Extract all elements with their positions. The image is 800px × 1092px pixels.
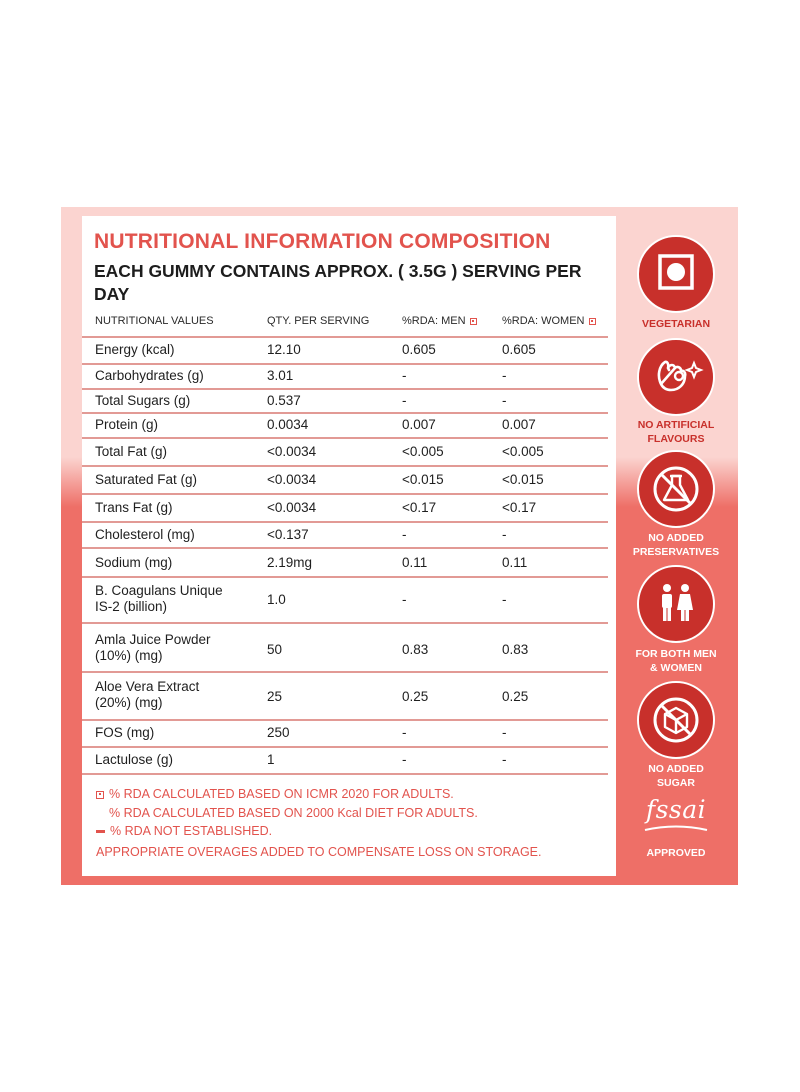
- row-rda-women: 0.605: [502, 342, 536, 357]
- row-divider: [82, 773, 608, 775]
- row-name: [95, 583, 223, 615]
- row-qty: 3.01: [267, 368, 294, 383]
- row-qty: 250: [267, 725, 290, 740]
- row-name: Lactulose (g): [95, 752, 174, 767]
- row-rda-women: -: [502, 368, 507, 383]
- row-divider: [82, 521, 608, 523]
- header-rda-men-label: %RDA: MEN: [402, 315, 466, 327]
- row-divider: [82, 412, 608, 414]
- row-qty: 1.0: [267, 592, 286, 607]
- serving-subtitle: EACH GUMMY CONTAINS APPROX. ( 3.5G ) SERVING PER DAY: [94, 261, 582, 304]
- footnote-kcal: % RDA CALCULATED BASED ON 2000 Kcal DIET FOR ADULTS.: [109, 806, 478, 820]
- fssai-swoosh-icon: [643, 824, 709, 832]
- row-qty: <0.0034: [267, 444, 317, 459]
- page-title: NUTRITIONAL INFORMATION COMPOSITION: [94, 230, 551, 253]
- row-name-line: (20%) (mg): [95, 695, 163, 710]
- row-name: Protein (g): [95, 417, 159, 432]
- row-qty: 1: [267, 752, 275, 767]
- no-preservatives-icon: [639, 452, 713, 526]
- label-line: FOR BOTH MEN: [635, 648, 717, 660]
- row-qty: <0.0034: [267, 472, 317, 487]
- icmr-mark-icon: [589, 318, 596, 325]
- header-rda-women: [502, 315, 596, 327]
- row-divider: [82, 547, 608, 549]
- row-name: Sodium (mg): [95, 555, 173, 570]
- vegetarian-icon: [639, 237, 713, 311]
- row-divider: [82, 388, 608, 390]
- row-divider: [82, 576, 608, 578]
- row-rda-women: <0.005: [502, 444, 544, 459]
- row-name: Energy (kcal): [95, 342, 175, 357]
- row-rda-men: <0.17: [402, 500, 437, 515]
- row-rda-men: -: [402, 725, 407, 740]
- vegetarian-label: VEGETARIAN: [641, 318, 711, 330]
- row-name: Trans Fat (g): [95, 500, 173, 515]
- row-qty: 0.0034: [267, 417, 309, 432]
- row-rda-men: 0.007: [402, 417, 436, 432]
- row-rda-men: <0.015: [402, 472, 444, 487]
- no-sugar-badge: [637, 681, 715, 759]
- row-rda-men: -: [402, 592, 407, 607]
- row-name-line: Aloe Vera Extract: [95, 679, 200, 694]
- row-qty: 2.19mg: [267, 555, 313, 570]
- row-name: [95, 632, 211, 664]
- row-name-line: Amla Juice Powder: [95, 632, 211, 647]
- row-rda-women: 0.007: [502, 417, 536, 432]
- fssai-logo: [636, 796, 716, 832]
- row-rda-women: -: [502, 393, 507, 408]
- row-divider: [82, 336, 608, 338]
- row-divider: [82, 622, 608, 624]
- row-name: Total Fat (g): [95, 444, 168, 459]
- row-name: FOS (mg): [95, 725, 155, 740]
- row-rda-men: 0.605: [402, 342, 436, 357]
- label-line: NO ARTIFICIAL: [637, 419, 715, 431]
- no-preservatives-badge: [637, 450, 715, 528]
- row-rda-women: 0.83: [502, 642, 529, 657]
- row-divider: [82, 363, 608, 365]
- label-line: & WOMEN: [650, 662, 702, 674]
- row-rda-women: <0.17: [502, 500, 537, 515]
- row-qty: 50: [267, 642, 283, 657]
- row-divider: [82, 746, 608, 748]
- dash-mark-icon: [96, 830, 105, 833]
- row-divider: [82, 437, 608, 439]
- row-rda-men: -: [402, 368, 407, 383]
- row-qty: <0.137: [267, 527, 309, 542]
- row-qty: 12.10: [267, 342, 301, 357]
- row-rda-women: -: [502, 752, 507, 767]
- footnote-icmr-text: % RDA CALCULATED BASED ON ICMR 2020 FOR ADULTS.: [109, 787, 454, 801]
- men-women-icon: [639, 567, 713, 641]
- row-rda-women: <0.015: [502, 472, 544, 487]
- row-rda-men: -: [402, 527, 407, 542]
- men-women-badge: [637, 565, 715, 643]
- fssai-approved-label: APPROVED: [646, 847, 706, 859]
- fssai-logo-text: fssai: [645, 795, 707, 824]
- row-rda-men: 0.11: [402, 555, 428, 570]
- row-name: Saturated Fat (g): [95, 472, 198, 487]
- row-qty: <0.0034: [267, 500, 317, 515]
- men-women-label: [622, 647, 730, 675]
- no-artificial-flavours-badge: [637, 338, 715, 416]
- no-sugar-icon: [639, 683, 713, 757]
- row-rda-men: -: [402, 752, 407, 767]
- row-rda-women: -: [502, 725, 507, 740]
- row-qty: 25: [267, 689, 283, 704]
- row-rda-men: <0.005: [402, 444, 444, 459]
- header-rda-men: [402, 315, 477, 327]
- row-name: Carbohydrates (g): [95, 368, 204, 383]
- footnote-icmr: [96, 787, 454, 801]
- footnote-not-established-text: % RDA NOT ESTABLISHED.: [110, 824, 273, 838]
- row-name: [95, 679, 199, 711]
- row-divider: [82, 493, 608, 495]
- row-rda-men: 0.25: [402, 689, 429, 704]
- label-line: PRESERVATIVES: [632, 546, 720, 558]
- row-qty: 0.537: [267, 393, 301, 408]
- no-artificial-flavours-icon: [639, 340, 713, 414]
- row-rda-women: 0.11: [502, 555, 528, 570]
- no-sugar-label: [622, 762, 730, 790]
- icmr-mark-icon: [470, 318, 477, 325]
- row-divider: [82, 671, 608, 673]
- row-rda-women: -: [502, 527, 507, 542]
- footnote-overages: APPROPRIATE OVERAGES ADDED TO COMPENSATE LOSS ON STORAGE.: [96, 845, 542, 859]
- no-artificial-flavours-label: [622, 418, 730, 446]
- header-rda-women-label: %RDA: WOMEN: [502, 315, 585, 327]
- row-name-line: B. Coagulans Unique: [95, 583, 223, 598]
- label-line: NO ADDED: [648, 763, 704, 775]
- row-name: Cholesterol (mg): [95, 527, 195, 542]
- row-rda-men: -: [402, 393, 407, 408]
- row-name-line: (10%) (mg): [95, 648, 163, 663]
- header-nutritional-values: NUTRITIONAL VALUES: [95, 315, 214, 327]
- row-divider: [82, 465, 608, 467]
- row-rda-men: 0.83: [402, 642, 429, 657]
- row-name: Total Sugars (g): [95, 393, 191, 408]
- header-qty-per-serving: QTY. PER SERVING: [267, 315, 370, 327]
- label-line: SUGAR: [657, 777, 695, 789]
- vegetarian-badge: [637, 235, 715, 313]
- no-preservatives-label: [622, 531, 730, 559]
- footnote-not-established: [96, 824, 272, 838]
- icmr-mark-icon: [96, 791, 104, 799]
- row-rda-women: 0.25: [502, 689, 529, 704]
- label-line: FLAVOURS: [647, 433, 705, 445]
- row-rda-women: -: [502, 592, 507, 607]
- row-divider: [82, 719, 608, 721]
- label-line: NO ADDED: [648, 532, 704, 544]
- row-name-line: IS-2 (billion): [95, 599, 168, 614]
